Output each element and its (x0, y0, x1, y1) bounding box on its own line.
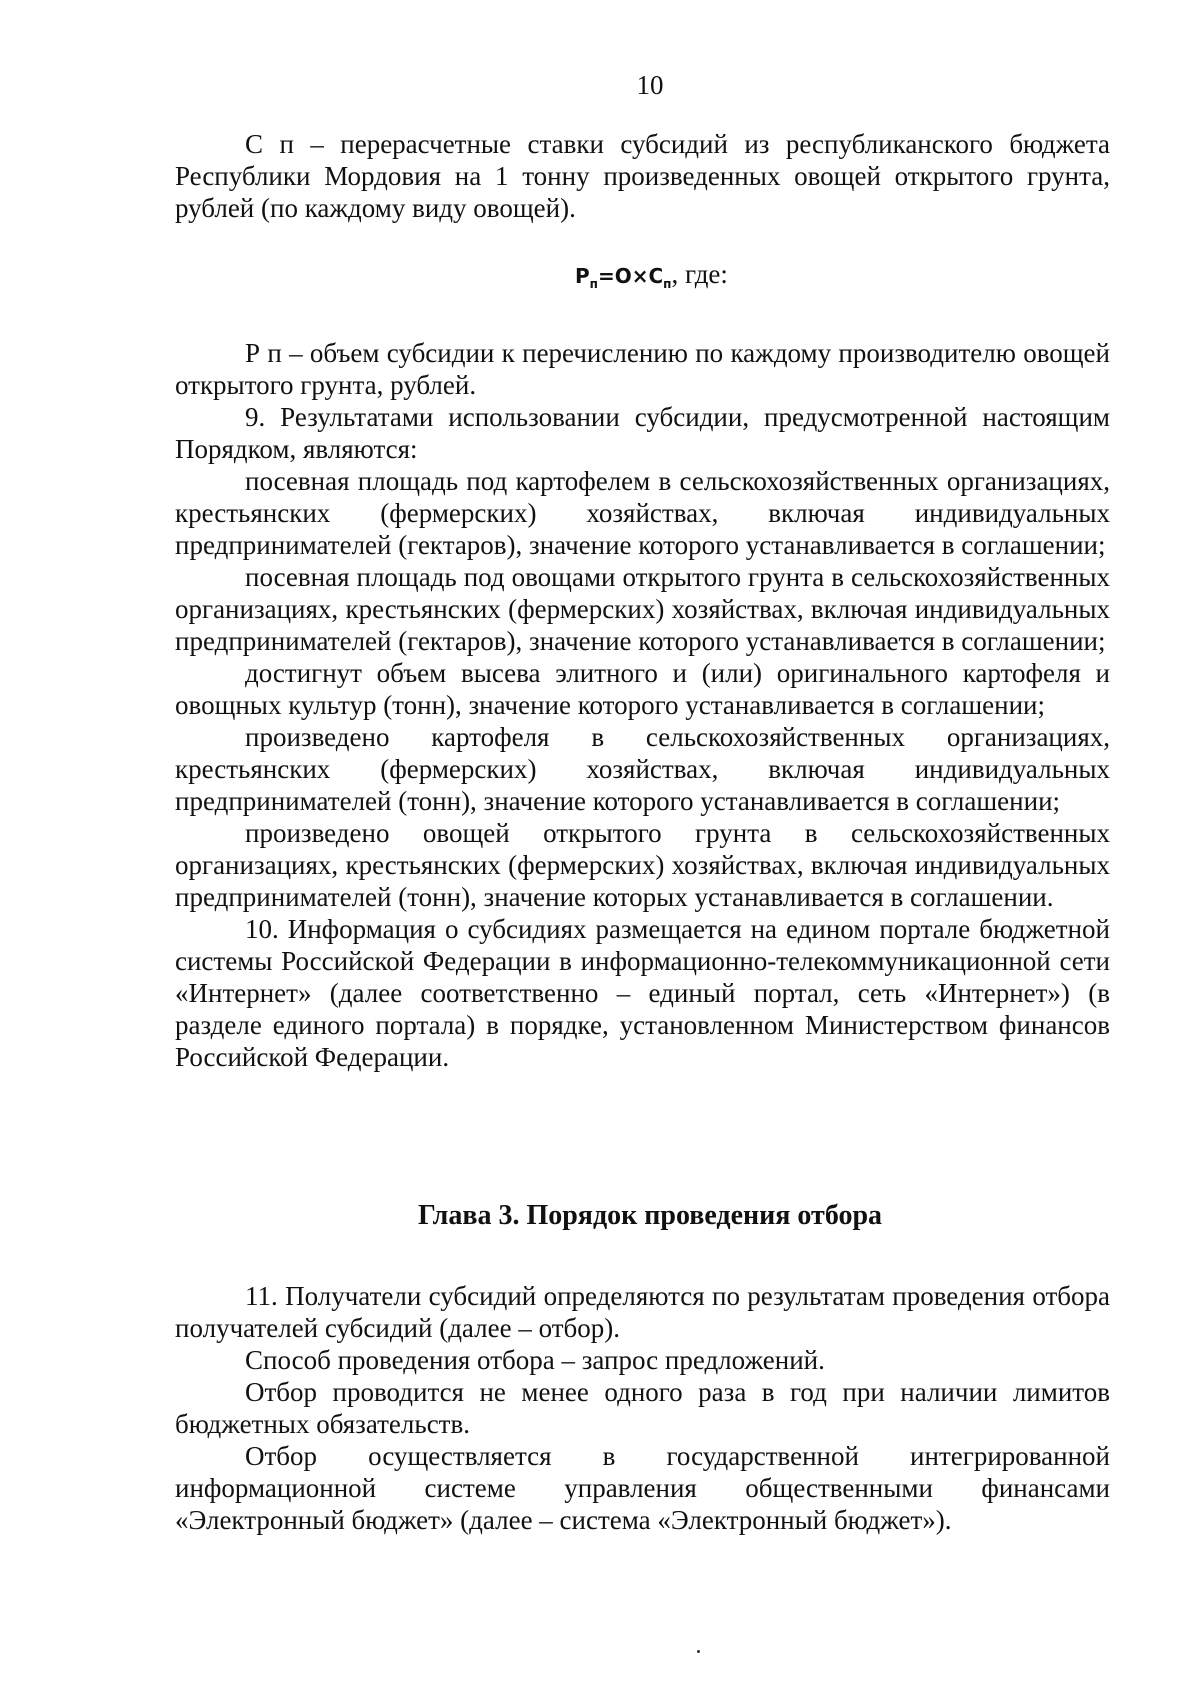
paragraph-9: 9. Результатами использовании субсидии, предусмотренной настоящим Порядком, являются: (175, 402, 1110, 464)
paragraph-selection-frequency: Отбор проводится не менее одного раза в год при наличии лимитов бюджетных обязательств. (175, 1377, 1110, 1439)
formula-equation: =О×С (597, 264, 664, 288)
paragraph-rates-definition: С п – перерасчетные ставки субсидий из республиканского бюджета Республики Мордовия на 1 тонну произведенных овощей открытого грунта, рублей (по каждому виду овощей). (175, 129, 1110, 223)
text-block-results (175, 337, 1110, 1073)
paragraph-subsidy-volume-definition: Р п – объем субсидии к перечислению по каждому производителю овощей открытого грунта, рублей. (175, 338, 1110, 400)
result-item-vegetable-production: произведено овощей открытого грунта в сельскохозяйственных организациях, крестьянских (фермерских) хозяйствах, включая индивидуальных предпринимателей (тонн), значение которых устанавливается в соглашении. (175, 818, 1110, 912)
formula-rhs-subscript: п (663, 277, 672, 291)
paragraph-10: 10. Информация о субсидиях размещается на едином портале бюджетной системы Российской Федерации в информационно-телекоммуникационной сети «Интернет» (далее соответственно – единый портал, сеть «Интернет») (в разделе единого портала) в порядке, установленном Министерством финансов Российской Федерации. (175, 914, 1110, 1072)
result-item-vegetable-area: посевная площадь под овощами открытого грунта в сельскохозяйственных организациях, крестьянских (фермерских) хозяйствах, включая индивидуальных предпринимателей (гектаров), значение которого устанавливается в соглашении; (175, 562, 1110, 656)
formula-expression (575, 264, 672, 291)
page-number: 10 (636, 70, 664, 100)
formula-lhs: Р (575, 264, 590, 288)
formula (575, 258, 728, 300)
formula-suffix: , где: (671, 259, 728, 289)
paragraph-selection-system: Отбор осуществляется в государственной интегрированной информационной системе управления общественными финансами «Электронный бюджет» (далее – система «Электронный бюджет»). (175, 1441, 1110, 1535)
text-block-selection (175, 1280, 1110, 1536)
result-item-seed-volume: достигнут объем высева элитного и (или) оригинального картофеля и овощных культур (тонн), значение которого устанавливается в соглашении; (175, 658, 1110, 720)
paragraph-selection-method: Способ проведения отбора – запрос предложений. (245, 1345, 825, 1375)
formula-lhs-subscript: п (589, 277, 598, 291)
text-block-rates (175, 128, 1110, 224)
result-item-potato-area: посевная площадь под картофелем в сельскохозяйственных организациях, крестьянских (фермерских) хозяйствах, включая индивидуальных предпринимателей (гектаров), значение которого устанавливается в соглашении; (175, 466, 1110, 560)
scan-dot-mark (697, 1650, 700, 1653)
paragraph-11: 11. Получатели субсидий определяются по результатам проведения отбора получателей субсидий (далее – отбор). (175, 1281, 1110, 1343)
result-item-potato-production: произведено картофеля в сельскохозяйственных организациях, крестьянских (фермерских) хозяйствах, включая индивидуальных предпринимателей (тонн), значение которого устанавливается в соглашении; (175, 722, 1110, 816)
chapter-title: Глава 3. Порядок проведения отбора (417, 1200, 883, 1231)
